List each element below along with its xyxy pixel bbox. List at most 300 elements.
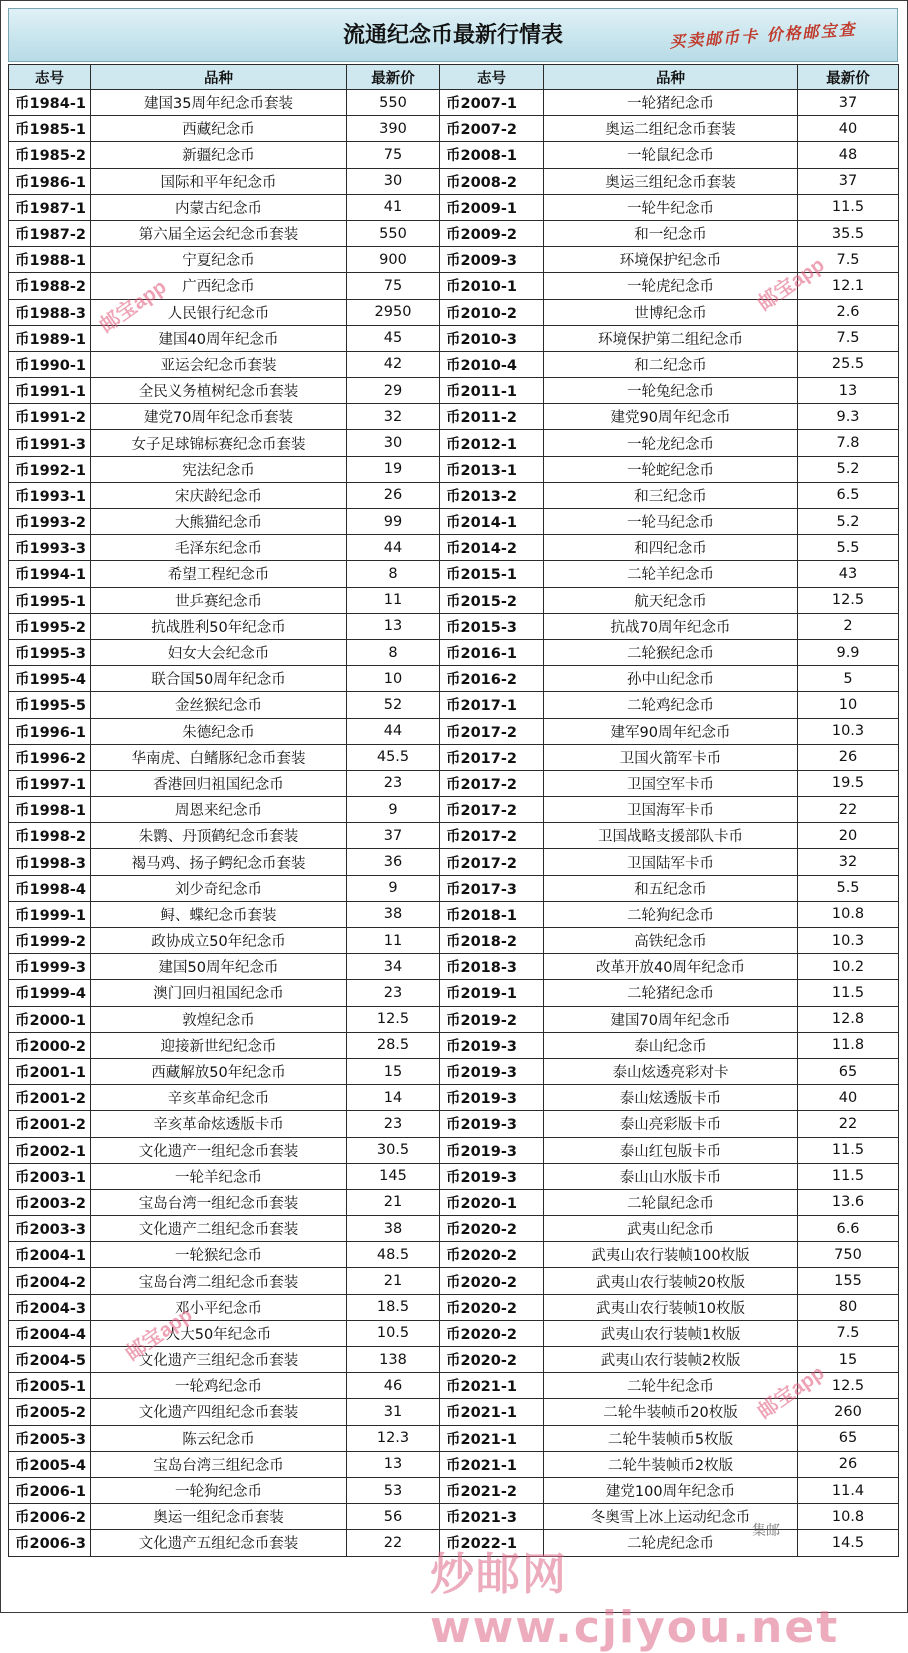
cell-name: 西藏解放50年纪念币 <box>91 1058 347 1084</box>
cell-id: 币2022-1 <box>440 1530 544 1556</box>
cell-price: 25.5 <box>798 351 899 377</box>
watermark-app: 邮宝app <box>121 1303 197 1366</box>
cell-name: 一轮龙纪念币 <box>544 430 798 456</box>
cell-name: 内蒙古纪念币 <box>91 194 347 220</box>
cell-id: 币2010-3 <box>440 325 544 351</box>
cell-name: 宋庆龄纪念币 <box>91 482 347 508</box>
cell-id: 币1998-4 <box>9 875 91 901</box>
cell-price: 20 <box>798 823 899 849</box>
cell-id: 币1996-1 <box>9 718 91 744</box>
cell-name: 泰山山水版卡币 <box>544 1163 798 1189</box>
cell-id: 币2006-1 <box>9 1477 91 1503</box>
cell-price: 10.5 <box>347 1320 440 1346</box>
cell-price: 44 <box>347 535 440 561</box>
watermark-app: 邮宝app <box>753 253 829 316</box>
table-row <box>9 194 899 220</box>
cell-price: 44 <box>347 718 440 744</box>
table-row <box>9 901 899 927</box>
cell-price: 26 <box>347 482 440 508</box>
cell-name: 广西纪念币 <box>91 273 347 299</box>
cell-name: 环境保护第二组纪念币 <box>544 325 798 351</box>
cell-id: 币1999-3 <box>9 954 91 980</box>
cell-price: 52 <box>347 692 440 718</box>
cell-price: 10.8 <box>798 901 899 927</box>
table-row <box>9 1058 899 1084</box>
cell-name: 泰山纪念币 <box>544 1032 798 1058</box>
table-row <box>9 90 899 116</box>
cell-name: 一轮鼠纪念币 <box>544 142 798 168</box>
cell-name: 武夷山农行装帧100枚版 <box>544 1242 798 1268</box>
cell-name: 朱德纪念币 <box>91 718 347 744</box>
table-row <box>9 168 899 194</box>
cell-price: 550 <box>347 220 440 246</box>
table-row <box>9 430 899 456</box>
table-row <box>9 613 899 639</box>
title-bar <box>8 8 898 62</box>
cell-price: 37 <box>798 168 899 194</box>
footer-site-watermark: 炒邮网 www.cjiyou.net <box>430 1549 840 1653</box>
cell-price: 8 <box>347 639 440 665</box>
cell-id: 币2002-1 <box>9 1137 91 1163</box>
cell-name: 政协成立50年纪念币 <box>91 928 347 954</box>
cell-id: 币1984-1 <box>9 90 91 116</box>
cell-price: 48.5 <box>347 1242 440 1268</box>
cell-price: 12.5 <box>347 1006 440 1032</box>
table-row <box>9 1451 899 1477</box>
cell-name: 二轮牛装帧币2枚版 <box>544 1451 798 1477</box>
cell-name: 宁夏纪念币 <box>91 247 347 273</box>
cell-id: 币2020-2 <box>440 1320 544 1346</box>
cell-id: 币2007-2 <box>440 116 544 142</box>
cell-id: 币1996-2 <box>9 744 91 770</box>
cell-id: 币2003-2 <box>9 1189 91 1215</box>
cell-name: 卫国火箭军卡币 <box>544 744 798 770</box>
cell-price: 11.8 <box>798 1032 899 1058</box>
table-row <box>9 351 899 377</box>
cell-name: 刘少奇纪念币 <box>91 875 347 901</box>
cell-name: 香港回归祖国纪念币 <box>91 770 347 796</box>
cell-price: 30.5 <box>347 1137 440 1163</box>
cell-price: 7.5 <box>798 325 899 351</box>
cell-id: 币1998-1 <box>9 797 91 823</box>
cell-id: 币2005-3 <box>9 1425 91 1451</box>
cell-name: 联合国50周年纪念币 <box>91 666 347 692</box>
cell-name: 二轮鼠纪念币 <box>544 1189 798 1215</box>
table-row <box>9 980 899 1006</box>
cell-id: 币2000-1 <box>9 1006 91 1032</box>
cell-price: 10.3 <box>798 718 899 744</box>
cell-price: 45.5 <box>347 744 440 770</box>
cell-id: 币1992-1 <box>9 456 91 482</box>
table-row <box>9 1294 899 1320</box>
cell-price: 10.2 <box>798 954 899 980</box>
cell-id: 币1995-5 <box>9 692 91 718</box>
cell-price: 75 <box>347 273 440 299</box>
cell-id: 币2017-2 <box>440 770 544 796</box>
cell-name: 武夷山农行装帧10枚版 <box>544 1294 798 1320</box>
cell-price: 900 <box>347 247 440 273</box>
footer-badge: 集邮 <box>752 1523 780 1539</box>
cell-price: 390 <box>347 116 440 142</box>
cell-id: 币2013-1 <box>440 456 544 482</box>
cell-id: 币2011-1 <box>440 378 544 404</box>
cell-name: 毛泽东纪念币 <box>91 535 347 561</box>
cell-id: 币2012-1 <box>440 430 544 456</box>
cell-price: 19.5 <box>798 770 899 796</box>
cell-name: 建国35周年纪念币套装 <box>91 90 347 116</box>
cell-price: 2 <box>798 613 899 639</box>
cell-price: 65 <box>798 1058 899 1084</box>
cell-id: 币1995-1 <box>9 587 91 613</box>
cell-id: 币2017-2 <box>440 797 544 823</box>
cell-id: 币2019-1 <box>440 980 544 1006</box>
cell-id: 币1993-2 <box>9 509 91 535</box>
cell-name: 亚运会纪念币套装 <box>91 351 347 377</box>
cell-name: 辛亥革命炫透版卡币 <box>91 1111 347 1137</box>
cell-price: 11.5 <box>798 980 899 1006</box>
cell-price: 41 <box>347 194 440 220</box>
cell-name: 希望工程纪念币 <box>91 561 347 587</box>
cell-price: 145 <box>347 1163 440 1189</box>
cell-id: 币2019-3 <box>440 1137 544 1163</box>
cell-price: 46 <box>347 1373 440 1399</box>
cell-id: 币2000-2 <box>9 1032 91 1058</box>
cell-price: 12.1 <box>798 273 899 299</box>
cell-id: 币2011-2 <box>440 404 544 430</box>
cell-price: 11.4 <box>798 1477 899 1503</box>
cell-price: 23 <box>347 770 440 796</box>
cell-name: 文化遗产五组纪念币套装 <box>91 1530 347 1556</box>
table-row <box>9 404 899 430</box>
cell-price: 5.5 <box>798 875 899 901</box>
cell-id: 币2021-1 <box>440 1399 544 1425</box>
table-row <box>9 1189 899 1215</box>
cell-id: 币2008-1 <box>440 142 544 168</box>
cell-id: 币2017-2 <box>440 823 544 849</box>
cell-id: 币2001-2 <box>9 1085 91 1111</box>
cell-id: 币2015-1 <box>440 561 544 587</box>
cell-price: 21 <box>347 1268 440 1294</box>
table-row <box>9 116 899 142</box>
cell-id: 币1988-3 <box>9 299 91 325</box>
cell-id: 币2017-1 <box>440 692 544 718</box>
cell-id: 币1987-1 <box>9 194 91 220</box>
cell-id: 币2006-3 <box>9 1530 91 1556</box>
cell-price: 38 <box>347 901 440 927</box>
cell-name: 和二纪念币 <box>544 351 798 377</box>
table-row <box>9 509 899 535</box>
cell-name: 建国40周年纪念币 <box>91 325 347 351</box>
cell-id: 币2020-2 <box>440 1347 544 1373</box>
cell-price: 34 <box>347 954 440 980</box>
cell-id: 币2013-2 <box>440 482 544 508</box>
cell-price: 2.6 <box>798 299 899 325</box>
cell-price: 23 <box>347 1111 440 1137</box>
cell-name: 武夷山农行装帧20枚版 <box>544 1268 798 1294</box>
cell-name: 奥运一组纪念币套装 <box>91 1504 347 1530</box>
cell-id: 币2004-5 <box>9 1347 91 1373</box>
column-header-name: 品种 <box>91 65 347 90</box>
cell-price: 28.5 <box>347 1032 440 1058</box>
cell-price: 53 <box>347 1477 440 1503</box>
cell-id: 币1995-2 <box>9 613 91 639</box>
cell-id: 币2016-2 <box>440 666 544 692</box>
cell-price: 11 <box>347 928 440 954</box>
table-row <box>9 378 899 404</box>
cell-price: 13 <box>798 378 899 404</box>
cell-price: 48 <box>798 142 899 168</box>
cell-id: 币2010-2 <box>440 299 544 325</box>
cell-name: 一轮羊纪念币 <box>91 1163 347 1189</box>
cell-id: 币2003-1 <box>9 1163 91 1189</box>
cell-price: 11.5 <box>798 1163 899 1189</box>
cell-name: 世乒赛纪念币 <box>91 587 347 613</box>
cell-price: 42 <box>347 351 440 377</box>
cell-price: 40 <box>798 116 899 142</box>
table-row <box>9 875 899 901</box>
cell-price: 7.8 <box>798 430 899 456</box>
cell-id: 币2014-1 <box>440 509 544 535</box>
cell-price: 12.8 <box>798 1006 899 1032</box>
cell-price: 138 <box>347 1347 440 1373</box>
cell-id: 币1998-3 <box>9 849 91 875</box>
cell-price: 35.5 <box>798 220 899 246</box>
cell-price: 43 <box>798 561 899 587</box>
cell-id: 币2001-1 <box>9 1058 91 1084</box>
cell-name: 建党70周年纪念币套装 <box>91 404 347 430</box>
cell-price: 5.2 <box>798 509 899 535</box>
cell-price: 30 <box>347 168 440 194</box>
cell-id: 币2020-2 <box>440 1216 544 1242</box>
cell-name: 二轮猪纪念币 <box>544 980 798 1006</box>
cell-price: 38 <box>347 1216 440 1242</box>
cell-id: 币2010-1 <box>440 273 544 299</box>
cell-id: 币2004-4 <box>9 1320 91 1346</box>
table-row <box>9 744 899 770</box>
cell-name: 周恩来纪念币 <box>91 797 347 823</box>
title-stamp: 买卖邮币卡 价格邮宝查 <box>669 19 858 52</box>
cell-name: 和三纪念币 <box>544 482 798 508</box>
cell-name: 武夷山农行装帧2枚版 <box>544 1347 798 1373</box>
cell-price: 26 <box>798 1451 899 1477</box>
cell-price: 155 <box>798 1268 899 1294</box>
cell-price: 32 <box>347 404 440 430</box>
cell-id: 币2009-1 <box>440 194 544 220</box>
cell-name: 一轮兔纪念币 <box>544 378 798 404</box>
cell-id: 币2019-3 <box>440 1058 544 1084</box>
cell-price: 14.5 <box>798 1530 899 1556</box>
cell-id: 币2020-2 <box>440 1242 544 1268</box>
cell-name: 宝岛台湾一组纪念币套装 <box>91 1189 347 1215</box>
cell-price: 32 <box>798 849 899 875</box>
cell-id: 币1995-4 <box>9 666 91 692</box>
cell-id: 币1999-4 <box>9 980 91 1006</box>
cell-id: 币2004-2 <box>9 1268 91 1294</box>
cell-id: 币2021-1 <box>440 1451 544 1477</box>
cell-price: 7.5 <box>798 1320 899 1346</box>
cell-price: 5 <box>798 666 899 692</box>
cell-price: 5.5 <box>798 535 899 561</box>
cell-name: 二轮猴纪念币 <box>544 639 798 665</box>
cell-name: 迎接新世纪纪念币 <box>91 1032 347 1058</box>
cell-price: 2950 <box>347 299 440 325</box>
cell-id: 币1998-2 <box>9 823 91 849</box>
cell-id: 币1990-1 <box>9 351 91 377</box>
cell-id: 币2010-4 <box>440 351 544 377</box>
cell-price: 22 <box>798 797 899 823</box>
cell-name: 一轮鸡纪念币 <box>91 1373 347 1399</box>
table-row <box>9 823 899 849</box>
cell-price: 9 <box>347 875 440 901</box>
cell-price: 65 <box>798 1425 899 1451</box>
cell-price: 750 <box>798 1242 899 1268</box>
cell-price: 10.8 <box>798 1504 899 1530</box>
cell-name: 第六届全运会纪念币套装 <box>91 220 347 246</box>
cell-price: 9.9 <box>798 639 899 665</box>
cell-price: 45 <box>347 325 440 351</box>
cell-id: 币2020-2 <box>440 1294 544 1320</box>
cell-name: 卫国空军卡币 <box>544 770 798 796</box>
cell-name: 二轮牛装帧币5枚版 <box>544 1425 798 1451</box>
cell-name: 人大50年纪念币 <box>91 1320 347 1346</box>
table-row <box>9 1137 899 1163</box>
cell-price: 99 <box>347 509 440 535</box>
cell-name: 世博纪念币 <box>544 299 798 325</box>
cell-price: 13 <box>347 613 440 639</box>
cell-id: 币1999-1 <box>9 901 91 927</box>
table-row <box>9 797 899 823</box>
cell-price: 30 <box>347 430 440 456</box>
page-title: 流通纪念币最新行情表 <box>342 23 563 48</box>
table-row <box>9 1477 899 1503</box>
table-row <box>9 1216 899 1242</box>
cell-id: 币2017-2 <box>440 849 544 875</box>
cell-price: 56 <box>347 1504 440 1530</box>
cell-price: 37 <box>798 90 899 116</box>
cell-price: 23 <box>347 980 440 1006</box>
cell-name: 建军90周年纪念币 <box>544 718 798 744</box>
cell-name: 女子足球锦标赛纪念币套装 <box>91 430 347 456</box>
cell-id: 币2009-3 <box>440 247 544 273</box>
cell-name: 二轮狗纪念币 <box>544 901 798 927</box>
cell-id: 币2003-3 <box>9 1216 91 1242</box>
cell-id: 币2005-1 <box>9 1373 91 1399</box>
cell-name: 抗战70周年纪念币 <box>544 613 798 639</box>
cell-id: 币2001-2 <box>9 1111 91 1137</box>
cell-name: 宝岛台湾三组纪念币 <box>91 1451 347 1477</box>
cell-price: 15 <box>798 1347 899 1373</box>
cell-name: 二轮牛装帧币20枚版 <box>544 1399 798 1425</box>
cell-price: 75 <box>347 142 440 168</box>
cell-id: 币2021-1 <box>440 1373 544 1399</box>
cell-name: 敦煌纪念币 <box>91 1006 347 1032</box>
table-row <box>9 247 899 273</box>
table-row <box>9 587 899 613</box>
table-row <box>9 1085 899 1111</box>
cell-price: 21 <box>347 1189 440 1215</box>
cell-name: 建国50周年纪念币 <box>91 954 347 980</box>
cell-id: 币1988-2 <box>9 273 91 299</box>
cell-price: 9 <box>347 797 440 823</box>
cell-name: 抗战胜利50年纪念币 <box>91 613 347 639</box>
cell-id: 币2018-1 <box>440 901 544 927</box>
cell-name: 华南虎、白鳍豚纪念币套装 <box>91 744 347 770</box>
cell-id: 币2014-2 <box>440 535 544 561</box>
cell-price: 37 <box>347 823 440 849</box>
cell-name: 和五纪念币 <box>544 875 798 901</box>
cell-name: 新疆纪念币 <box>91 142 347 168</box>
cell-price: 22 <box>347 1530 440 1556</box>
cell-id: 币1988-1 <box>9 247 91 273</box>
cell-id: 币1985-2 <box>9 142 91 168</box>
cell-name: 褐马鸡、扬子鳄纪念币套装 <box>91 849 347 875</box>
cell-id: 币1999-2 <box>9 928 91 954</box>
cell-id: 币2019-3 <box>440 1085 544 1111</box>
table-row <box>9 1425 899 1451</box>
cell-id: 币2009-2 <box>440 220 544 246</box>
cell-name: 一轮虎纪念币 <box>544 273 798 299</box>
cell-name: 武夷山纪念币 <box>544 1216 798 1242</box>
cell-id: 币1994-1 <box>9 561 91 587</box>
cell-name: 建党90周年纪念币 <box>544 404 798 430</box>
cell-name: 武夷山农行装帧1枚版 <box>544 1320 798 1346</box>
cell-name: 一轮马纪念币 <box>544 509 798 535</box>
cell-price: 19 <box>347 456 440 482</box>
cell-id: 币1993-1 <box>9 482 91 508</box>
cell-name: 一轮蛇纪念币 <box>544 456 798 482</box>
cell-name: 二轮鸡纪念币 <box>544 692 798 718</box>
cell-name: 二轮牛纪念币 <box>544 1373 798 1399</box>
cell-name: 和一纪念币 <box>544 220 798 246</box>
watermark-app: 邮宝app <box>95 275 171 338</box>
cell-id: 币1985-1 <box>9 116 91 142</box>
cell-name: 文化遗产三组纪念币套装 <box>91 1347 347 1373</box>
cell-name: 一轮猪纪念币 <box>544 90 798 116</box>
cell-name: 卫国战略支援部队卡币 <box>544 823 798 849</box>
cell-id: 币2004-3 <box>9 1294 91 1320</box>
cell-price: 10.3 <box>798 928 899 954</box>
table-row <box>9 142 899 168</box>
cell-id: 币1991-2 <box>9 404 91 430</box>
table-row <box>9 928 899 954</box>
table-row <box>9 1006 899 1032</box>
cell-id: 币2004-1 <box>9 1242 91 1268</box>
cell-price: 10 <box>347 666 440 692</box>
cell-id: 币1991-3 <box>9 430 91 456</box>
cell-id: 币2020-2 <box>440 1268 544 1294</box>
cell-price: 13.6 <box>798 1189 899 1215</box>
cell-name: 建党100周年纪念币 <box>544 1477 798 1503</box>
cell-price: 11.5 <box>798 1137 899 1163</box>
cell-id: 币2007-1 <box>440 90 544 116</box>
cell-name: 宝岛台湾二组纪念币套装 <box>91 1268 347 1294</box>
cell-price: 15 <box>347 1058 440 1084</box>
cell-price: 13 <box>347 1451 440 1477</box>
watermark-app: 邮宝app <box>753 1361 829 1424</box>
cell-id: 币2006-2 <box>9 1504 91 1530</box>
cell-price: 12.5 <box>798 587 899 613</box>
cell-name: 文化遗产二组纪念币套装 <box>91 1216 347 1242</box>
cell-id: 币2019-3 <box>440 1163 544 1189</box>
cell-id: 币2018-3 <box>440 954 544 980</box>
cell-price: 36 <box>347 849 440 875</box>
cell-price: 26 <box>798 744 899 770</box>
cell-name: 泰山炫透亮彩对卡 <box>544 1058 798 1084</box>
cell-price: 31 <box>347 1399 440 1425</box>
cell-price: 40 <box>798 1085 899 1111</box>
cell-id: 币2018-2 <box>440 928 544 954</box>
cell-id: 币2017-2 <box>440 744 544 770</box>
